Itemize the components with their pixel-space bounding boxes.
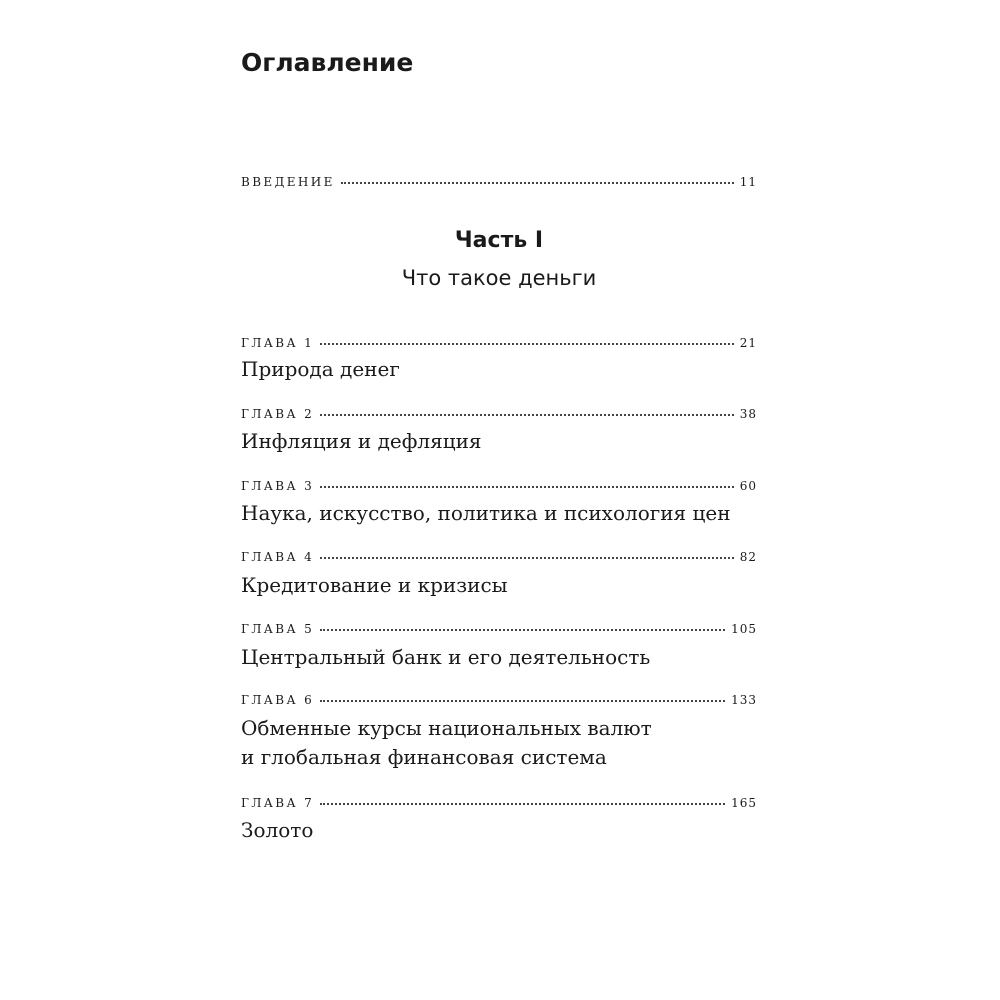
toc-entry-intro[interactable] xyxy=(241,176,757,188)
chapter-entry-line[interactable] xyxy=(241,480,757,492)
intro-page-number: 11 xyxy=(739,175,757,189)
chapter-label: ГЛАВА 2 xyxy=(241,407,315,421)
chapter-title-line: Обменные курсы национальных валют xyxy=(241,716,652,740)
dot-leader xyxy=(320,700,725,702)
chapter-title xyxy=(241,427,771,456)
chapter-label: ГЛАВА 7 xyxy=(241,796,315,810)
chapter-page-number: 165 xyxy=(731,796,757,810)
chapter-title-line: Инфляция и дефляция xyxy=(241,429,482,453)
intro-label: ВВЕДЕНИЕ xyxy=(241,175,335,189)
part-number: Часть I xyxy=(454,228,544,253)
dot-leader xyxy=(320,414,734,416)
chapter-page-number: 133 xyxy=(731,693,757,707)
chapter-title-line: Золото xyxy=(241,818,314,842)
chapter-title xyxy=(241,643,771,672)
chapter-label: ГЛАВА 3 xyxy=(241,479,315,493)
dot-leader xyxy=(320,629,725,631)
chapter-title xyxy=(241,355,771,384)
dot-leader xyxy=(320,343,734,345)
chapter-label: ГЛАВА 5 xyxy=(241,622,315,636)
chapter-entry-line[interactable] xyxy=(241,797,757,809)
dot-leader xyxy=(341,182,734,184)
chapter-entry-line[interactable] xyxy=(241,694,757,706)
chapter-label: ГЛАВА 6 xyxy=(241,693,315,707)
chapter-title-line: Природа денег xyxy=(241,357,400,381)
chapter-title-line: и глобальная финансовая система xyxy=(241,745,607,769)
dot-leader xyxy=(320,486,734,488)
chapter-entry-line[interactable] xyxy=(241,623,757,635)
dot-leader xyxy=(320,803,725,805)
chapter-title xyxy=(241,816,771,845)
chapter-page-number: 60 xyxy=(739,479,757,493)
chapter-page-number: 38 xyxy=(739,407,757,421)
dot-leader xyxy=(320,557,734,559)
chapter-label: ГЛАВА 4 xyxy=(241,550,315,564)
chapter-entry-line[interactable] xyxy=(241,337,757,349)
chapter-title xyxy=(241,499,771,528)
chapter-label: ГЛАВА 1 xyxy=(241,336,315,350)
chapter-page-number: 21 xyxy=(739,336,757,350)
chapter-entry-line[interactable] xyxy=(241,551,757,563)
chapter-title xyxy=(241,714,771,772)
toc-title: Оглавление xyxy=(241,48,414,77)
chapter-title-line: Наука, искусство, политика и психология цен xyxy=(241,501,731,525)
part-title: Что такое деньги xyxy=(401,266,597,290)
chapter-title-line: Центральный банк и его деятельность xyxy=(241,645,651,669)
chapter-page-number: 105 xyxy=(731,622,757,636)
chapter-title xyxy=(241,571,771,600)
chapter-entry-line[interactable] xyxy=(241,408,757,420)
chapter-title-line: Кредитование и кризисы xyxy=(241,573,508,597)
chapter-page-number: 82 xyxy=(739,550,757,564)
